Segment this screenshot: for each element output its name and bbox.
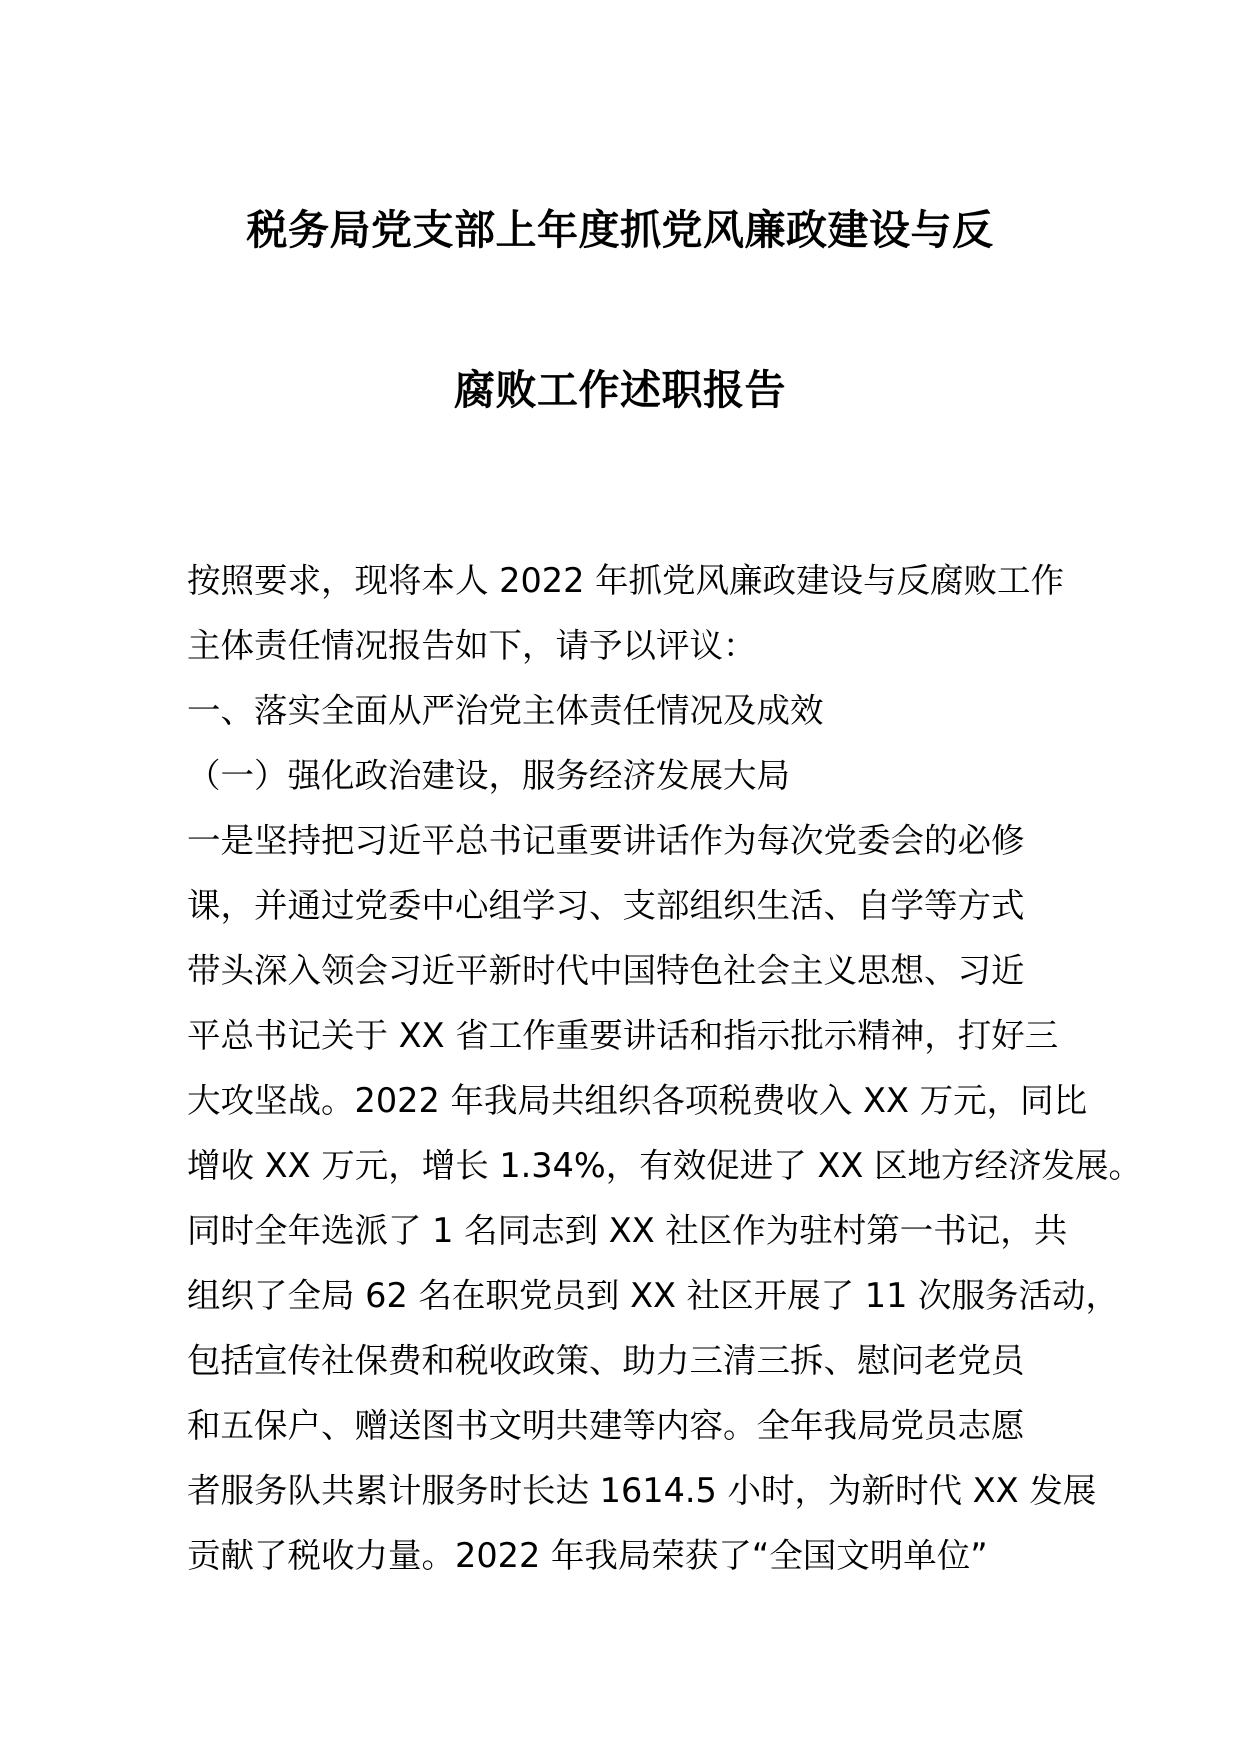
body-line-6: 课，并通过党委中心组学习、支部组织生活、自学等方式: [187, 886, 1025, 925]
body-line-14: 和五保户、赠送图书文明共建等内容。全年我局党员志愿: [187, 1406, 1025, 1445]
body-line-10: 增收 XX 万元，增长 1.34%，有效促进了 XX 区地方经济发展。: [187, 1146, 1142, 1185]
title-line-2: 腐败工作述职报告: [454, 366, 786, 414]
body-line-1: 按照要求，现将本人 2022 年抓党风廉政建设与反腐败工作: [187, 561, 1065, 600]
section-heading-1: 一、落实全面从严治党主体责任情况及成效: [187, 691, 824, 730]
body-line-15: 者服务队共累计服务时长达 1614.5 小时，为新时代 XX 发展: [187, 1471, 1097, 1510]
body-line-13: 包括宣传社保费和税收政策、助力三清三拆、慰问老党员: [187, 1341, 1025, 1380]
body-line-12: 组织了全局 62 名在职党员到 XX 社区开展了 11 次服务活动，: [187, 1276, 1120, 1315]
body-line-8: 平总书记关于 XX 省工作重要讲话和指示批示精神，打好三: [187, 1016, 1059, 1055]
body-line-11: 同时全年选派了 1 名同志到 XX 社区作为驻村第一书记，共: [187, 1211, 1068, 1250]
body-line-2: 主体责任情况报告如下，请予以评议：: [187, 626, 757, 665]
body-line-5: 一是坚持把习近平总书记重要讲话作为每次党委会的必修: [187, 821, 1025, 860]
body-line-7: 带头深入领会习近平新时代中国特色社会主义思想、习近: [187, 951, 1025, 990]
body-line-16: 贡献了税收力量。2022 年我局荣获了“全国文明单位”: [187, 1536, 988, 1575]
body-text: [187, 548, 1142, 1588]
body-line-9: 大攻坚战。2022 年我局共组织各项税费收入 XX 万元，同比: [187, 1081, 1088, 1120]
subsection-heading-1: （一）强化政治建设，服务经济发展大局: [187, 756, 790, 795]
title-line-1: 税务局党支部上年度抓党风廉政建设与反: [246, 206, 994, 254]
